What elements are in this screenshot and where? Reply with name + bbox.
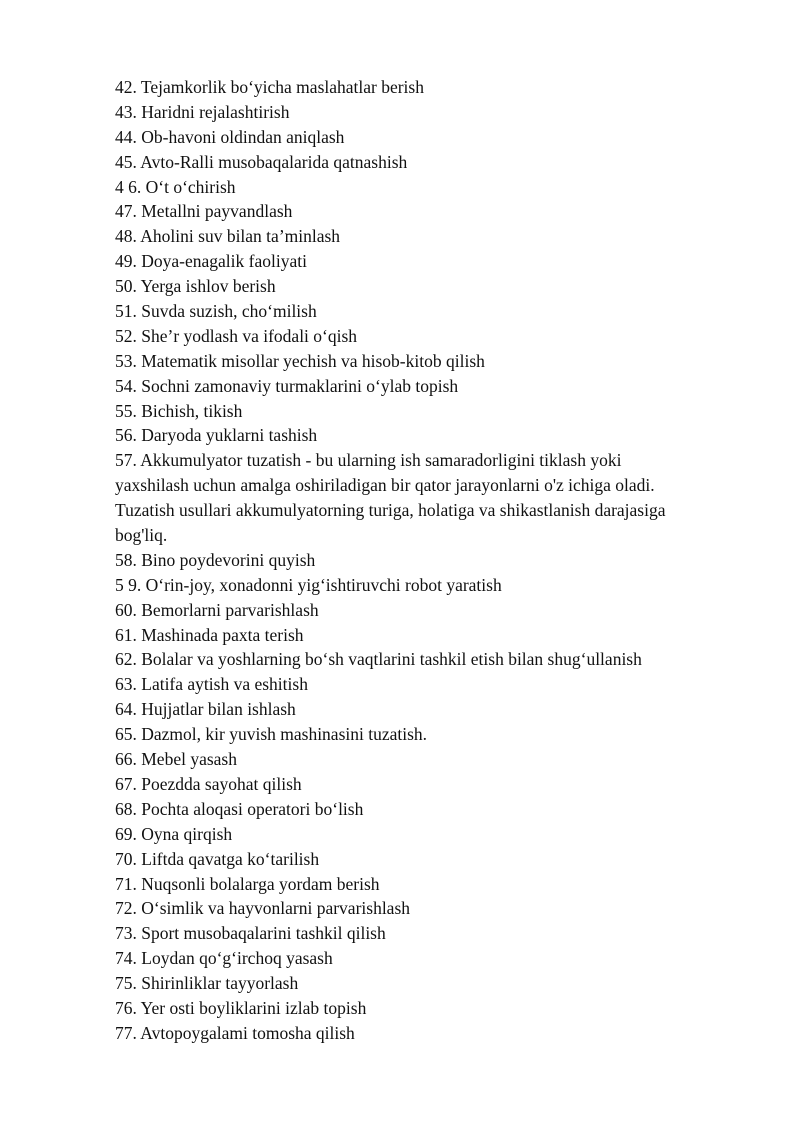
list-item: 62. Bolalar va yoshlarning boʻsh vaqtlarini tashkil etish bilan shugʻullanish (115, 649, 642, 670)
list-item: 65. Dazmol, kir yuvish mashinasini tuzatish. (115, 724, 428, 745)
list-item: 70. Liftda qavatga koʻtarilish (115, 848, 320, 869)
list-item: 44. Ob-havoni oldindan aniqlash (115, 126, 345, 147)
list-item: 77. Avtopoygalami tomosha qilish (115, 1022, 355, 1043)
list-item-paragraph-line: 57. Akkumulyator tuzatish - bu ularning ish samaradorligini tiklash yoki (115, 450, 622, 471)
list-item: 47. Metallni payvandlash (115, 201, 293, 222)
list-item-paragraph-line: Tuzatish usullari akkumulyatorning turiga, holatiga va shikastlanish darajasiga (115, 500, 666, 521)
list-item: 43. Haridni rejalashtirish (115, 101, 290, 122)
list-item-paragraph-line: yaxshilash uchun amalga oshiriladigan bir qator jarayonlarni o'z ichiga oladi. (115, 475, 655, 496)
list-item: 48. Aholini suv bilan taʼminlash (115, 226, 341, 247)
list-item: 61. Mashinada paxta terish (115, 624, 304, 645)
list-item: 75. Shirinliklar tayyorlash (115, 973, 299, 994)
list-item: 50. Yerga ishlov berish (115, 276, 276, 297)
list-item: 45. Avto-Ralli musobaqalarida qatnashish (115, 151, 408, 172)
list-item: 74. Loydan qoʻgʻirchoq yasash (115, 948, 333, 969)
list-item: 66. Mebel yasash (115, 749, 237, 770)
list-item-paragraph-line: bog'liq. (115, 525, 168, 546)
numbered-list (115, 75, 715, 1046)
list-item: 72. Oʻsimlik va hayvonlarni parvarishlash (115, 898, 411, 919)
list-item: 4 6. Oʻt oʻchirish (115, 176, 236, 197)
list-item: 52. Sheʼr yodlash va ifodali oʻqish (115, 325, 358, 346)
list-item: 5 9. Oʻrin-joy, xonadonni yigʻishtiruvchi robot yaratish (115, 574, 502, 595)
list-item: 51. Suvda suzish, choʻmilish (115, 301, 317, 322)
list-item: 63. Latifa aytish va eshitish (115, 674, 308, 695)
list-item: 58. Bino poydevorini quyish (115, 549, 316, 570)
list-item: 64. Hujjatlar bilan ishlash (115, 699, 296, 720)
list-item: 42. Tejamkorlik boʻyicha maslahatlar berish (115, 77, 424, 97)
list-item: 73. Sport musobaqalarini tashkil qilish (115, 923, 386, 944)
list-item: 76. Yer osti boyliklarini izlab topish (115, 997, 367, 1018)
list-item: 60. Bemorlarni parvarishlash (115, 599, 319, 620)
list-item: 67. Poezdda sayohat qilish (115, 773, 302, 794)
list-item: 69. Oyna qirqish (115, 823, 233, 844)
list-item: 54. Sochni zamonaviy turmaklarini oʻylab topish (115, 375, 459, 396)
list-item: 55. Bichish, tikish (115, 400, 243, 421)
list-item: 53. Matematik misollar yechish va hisob-kitob qilish (115, 350, 485, 371)
list-item: 49. Doya-enagalik faoliyati (115, 251, 307, 272)
list-item: 71. Nuqsonli bolalarga yordam berish (115, 873, 380, 894)
list-item: 56. Daryoda yuklarni tashish (115, 425, 318, 446)
list-item: 68. Pochta aloqasi operatori boʻlish (115, 798, 364, 819)
